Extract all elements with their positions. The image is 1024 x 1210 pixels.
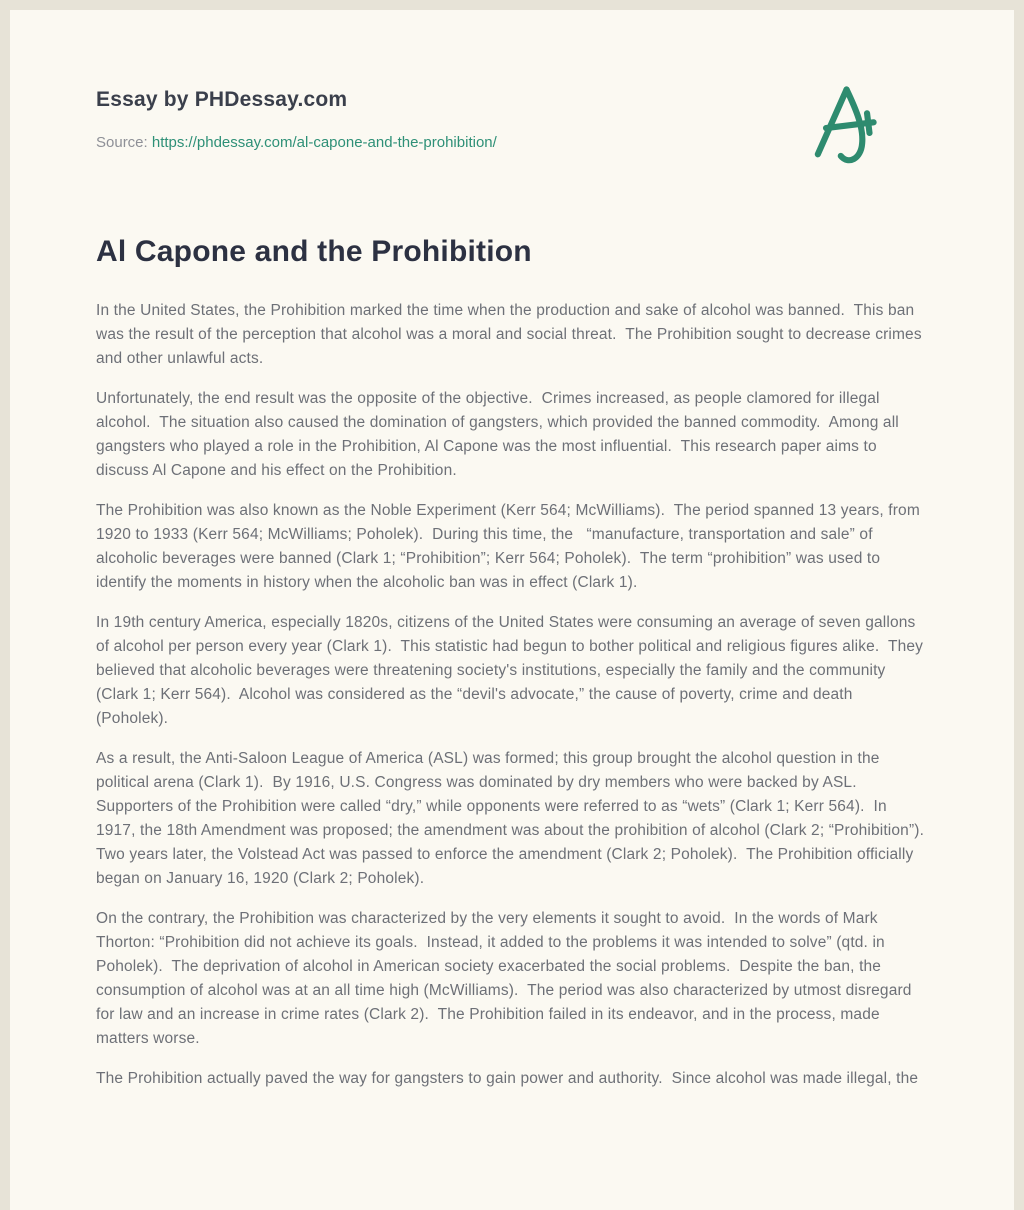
essay-paragraph: In the United States, the Prohibition marked the time when the production and sake of alcohol was banned. This ban was the result of the perception that alcohol was a moral and social threat. The Prohibition sought to decrease crimes and other unlawful acts. [96,302,927,367]
essay-page [10,10,1014,1210]
source-url-link[interactable]: https://phdessay.com/al-capone-and-the-prohibition/ [151,134,497,151]
essay-paragraph: Unfortunately, the end result was the opposite of the objective. Crimes increased, as people clamored for illegal alcohol. The situation also caused the domination of gangsters, which provided the banned commodity. Among all gangsters who played a role in the Prohibition, Al Capone was the most influential. This research paper aims to discuss Al Capone and his effect on the Prohibition. [96,390,904,479]
essay-byline: Essay by PHDessay.com [96,88,348,111]
page-header [96,88,928,151]
essay-paragraph: In 19th century America, especially 1820s, citizens of the United States were consuming an average of seven gallons of alcohol per person every year (Clark 1). This statistic had begun to bother political and religious figures alike. They believed that alcoholic beverages were threatening society's institutions, especially the family and the community (Clark 1; Kerr 564). Alcohol was considered as the “devil's advocate,” the cause of poverty, crime and death (Poholek). [96,614,928,727]
essay-paragraph: The Prohibition actually paved the way for gangsters to gain power and authority. Since alcohol was made illegal, the [96,1070,919,1087]
essay-body [96,299,933,1091]
source-label: Source: [96,134,152,151]
essay-paragraph: On the contrary, the Prohibition was characterized by the very elements it sought to avoid. In the words of Mark Thorton: “Prohibition did not achieve its goals. Instead, it added to the problems it was intended to solve” (qtd. in Poholek). The deprivation of alcohol in American society exacerbated the social problems. Despite the ban, the consumption of alcohol was at an all time high (McWilliams). The period was also characterized by utmost disregard for law and an increase in crime rates (Clark 2). The Prohibition failed in its endeavor, and in the process, made matters worse. [96,910,917,1047]
essay-paragraph: As a result, the Anti-Saloon League of America (ASL) was formed; this group brought the alcohol question in the political arena (Clark 1). By 1916, U.S. Congress was dominated by dry members who were backed by ASL. Supporters of the Prohibition were called “dry,” while opponents were referred to as “wets” (Clark 1; Kerr 564). In 1917, the 18th Amendment was proposed; the amendment was about the prohibition of alcohol (Clark 2; “Prohibition”). Two years later, the Volstead Act was passed to enforce the amendment (Clark 2; Poholek). The Prohibition officially began on January 16, 1920 (Clark 2; Poholek). [96,750,933,887]
essay-paragraph: The Prohibition was also known as the Noble Experiment (Kerr 564; McWilliams). The period spanned 13 years, from 1920 to 1933 (Kerr 564; McWilliams; Poholek). During this time, the “manufacture, transportation and sale” of alcoholic beverages were banned (Clark 1; “Prohibition”; Kerr 564; Poholek). The term “prohibition” was used to identify the moments in history when the alcoholic ban was in effect (Clark 1). [96,502,925,591]
phdessay-logo-icon [808,76,890,176]
essay-title: Al Capone and the Prohibition [96,235,532,268]
source-line [96,134,928,151]
